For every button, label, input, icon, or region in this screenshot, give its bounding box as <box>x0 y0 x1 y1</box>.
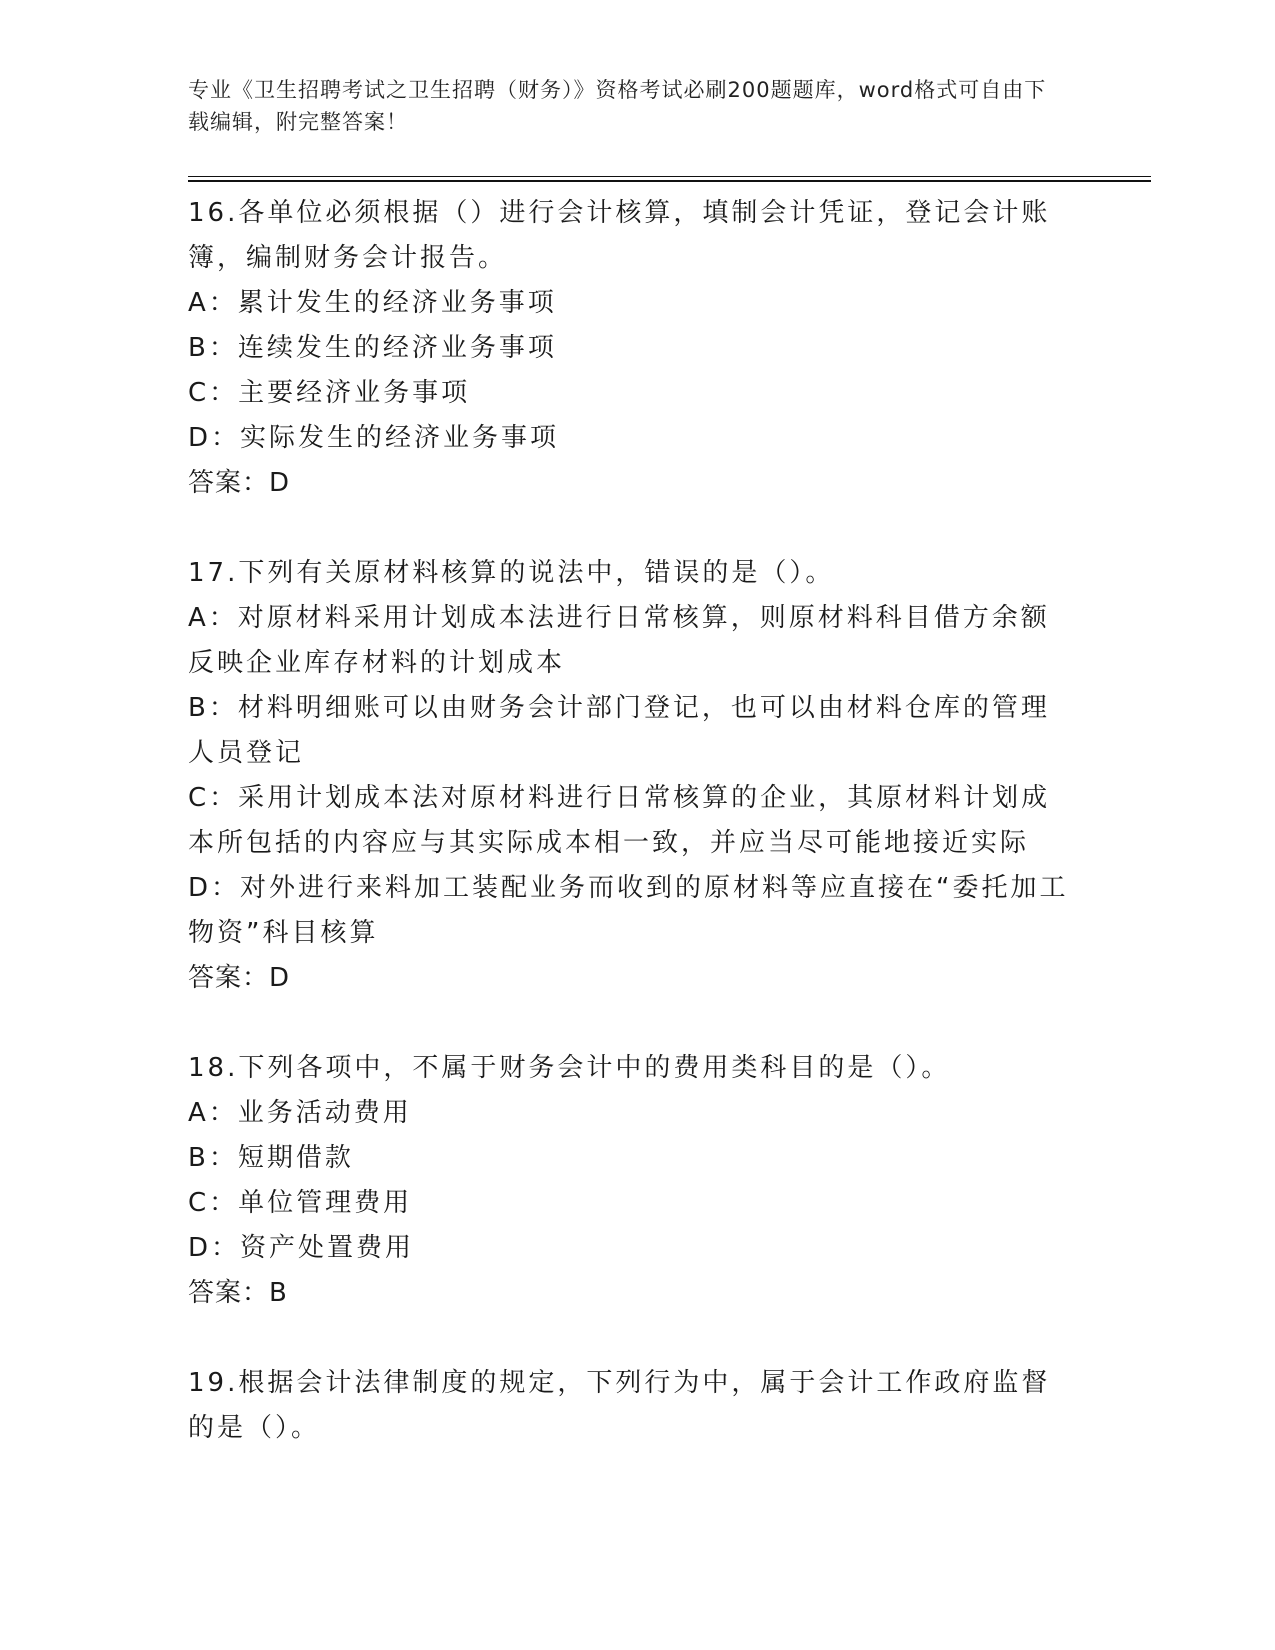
option-d: D：实际发生的经济业务事项 <box>188 423 560 453</box>
question-17 <box>188 551 1078 1001</box>
option-a: A：对原材料采用计划成本法进行日常核算，则原材料科目借方余额反映企业库存材料的计划成本 <box>188 603 1050 678</box>
question-18 <box>188 1046 1078 1316</box>
option-d: D：资产处置费用 <box>188 1233 415 1263</box>
option-b: B：连续发生的经济业务事项 <box>188 333 557 363</box>
option-b: B：短期借款 <box>188 1143 354 1173</box>
answer-line: 答案：D <box>188 963 291 993</box>
document-header: 专业《卫生招聘考试之卫生招聘（财务）》资格考试必刷200题题库，word格式可自由下载编辑，附完整答案！ <box>188 78 1047 134</box>
question-stem: 19.根据会计法律制度的规定，下列行为中，属于会计工作政府监督的是（）。 <box>188 1368 1051 1443</box>
option-a: A：累计发生的经济业务事项 <box>188 288 557 318</box>
question-stem: 18.下列各项中，不属于财务会计中的费用类科目的是（）。 <box>188 1053 951 1083</box>
question-stem: 16.各单位必须根据（）进行会计核算，填制会计凭证，登记会计账簿，编制财务会计报告。 <box>188 198 1051 273</box>
question-stem: 17.下列有关原材料核算的说法中，错误的是（）。 <box>188 558 835 588</box>
option-b: B：材料明细账可以由财务会计部门登记，也可以由材料仓库的管理人员登记 <box>188 693 1050 768</box>
option-a: A：业务活动费用 <box>188 1098 412 1128</box>
option-c: C：单位管理费用 <box>188 1188 413 1218</box>
answer-line: 答案：D <box>188 468 291 498</box>
option-c: C：采用计划成本法对原材料进行日常核算的企业，其原材料计划成本所包括的内容应与其实际成本相一致，并应当尽可能地接近实际 <box>188 783 1051 858</box>
question-16 <box>188 191 1078 506</box>
option-c: C：主要经济业务事项 <box>188 378 471 408</box>
header-divider <box>188 176 1151 182</box>
option-d: D：对外进行来料加工装配业务而收到的原材料等应直接在“委托加工物资”科目核算 <box>188 873 1069 948</box>
question-list <box>188 191 1078 1451</box>
question-19 <box>188 1361 1078 1451</box>
answer-line: 答案：B <box>188 1278 288 1308</box>
